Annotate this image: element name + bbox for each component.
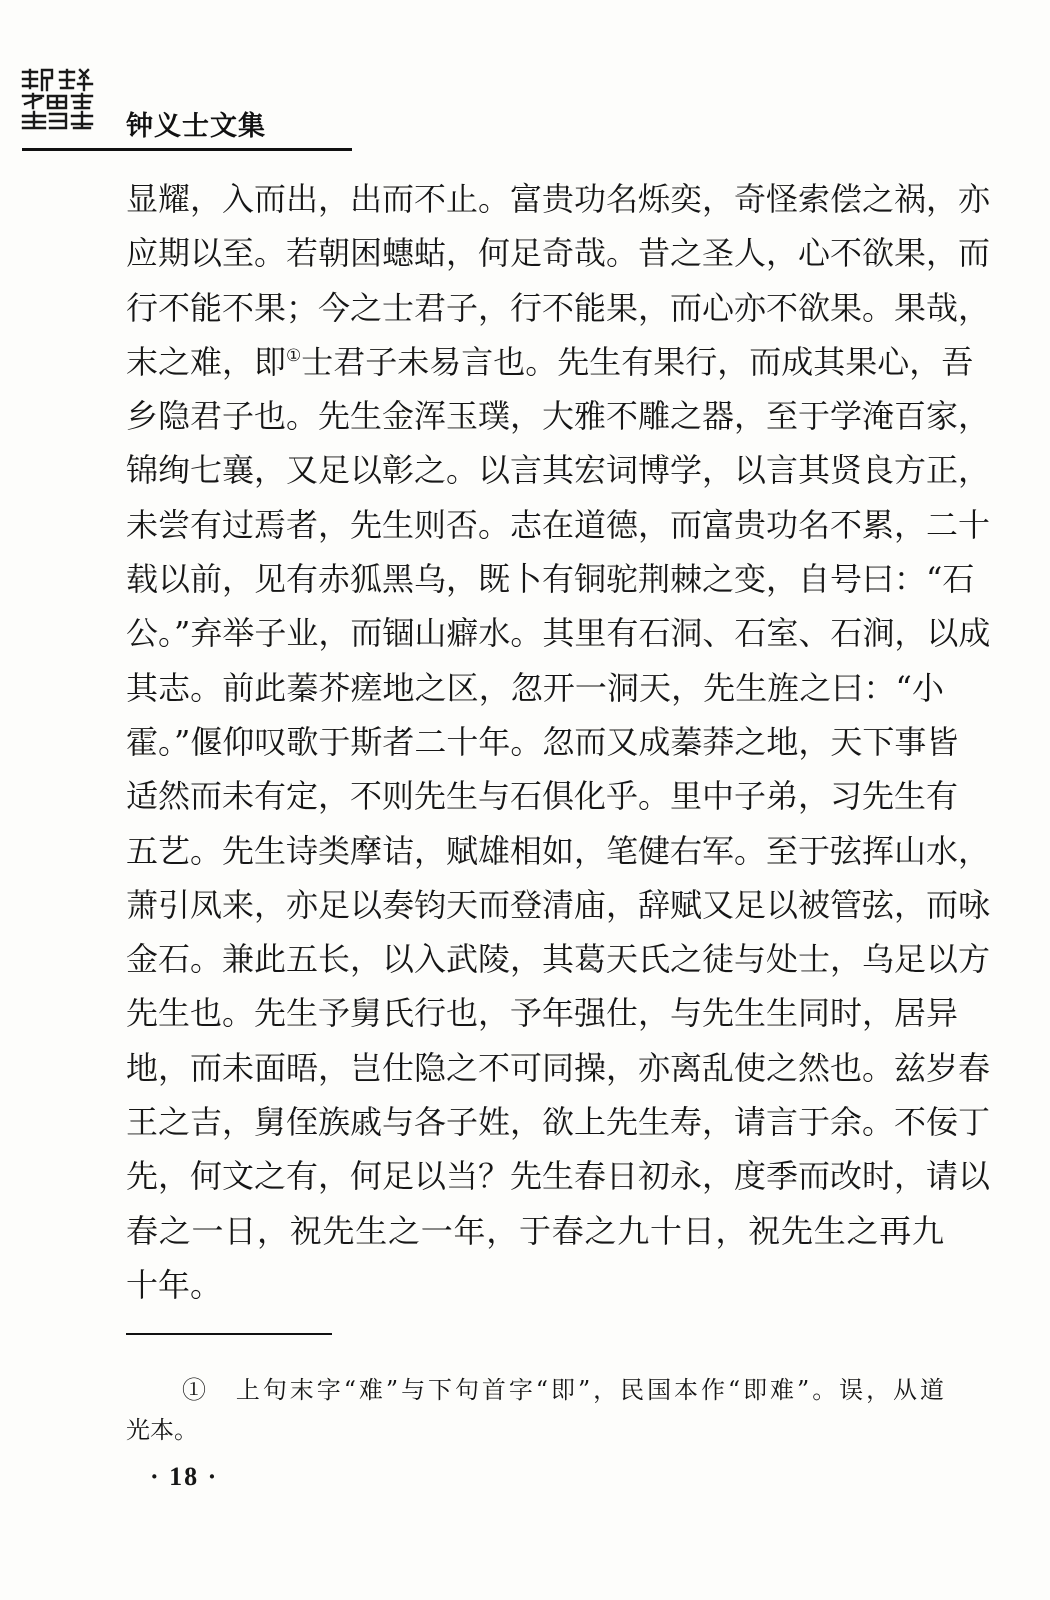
text-line-8: 载以前，见有赤狐黑乌，既卜有铜驼荆棘之变，自号曰：“石 [126, 560, 975, 599]
page-number: · 18 · [150, 1462, 219, 1491]
text-line-1: 显耀，入而出，出而不止。富贵功名烁奕，奇怪索偿之祸，亦 [126, 180, 991, 218]
text-line-14: 萧引凤来，亦足以奏钧天而登清庙，辞赋又足以被管弦，而咏 [126, 885, 991, 924]
text-line-6: 锦绚七襄，又足以彰之。以言其宏词博学，以言其贤良方正， [126, 451, 991, 490]
text-line-4-rest: 士君子未易言也。先生有果行，而成其果心，吾 [301, 342, 974, 381]
text-line-7: 未尝有过焉者，先生则否。志在道德，而富贵功名不累，二十 [126, 505, 991, 544]
text-line-19: 先，何文之有，何足以当？先生春日初永，度季而改时，请以 [126, 1157, 991, 1196]
text-line-3: 行不能不果；今之士君子，行不能果，而心亦不欲果。果哉， [126, 288, 991, 327]
text-line-20: 春之一日，祝先生之一年，于春之九十日，祝先生之再九 [126, 1211, 944, 1250]
body-text [126, 172, 991, 1312]
text-line-5: 乡隐君子也。先生金浑玉璞，大雅不雕之器，至于学淹百家， [126, 397, 991, 436]
text-line-11: 霍。”偃仰叹歌于斯者二十年。忽而又成蓁莽之地，天下事皆 [126, 722, 959, 761]
footnote-text-1: 上句末字“难”与下句首字“即”，民国本作“即难”。误，从道 [235, 1376, 945, 1404]
text-line-21: 十年。 [126, 1265, 223, 1304]
header-rule [22, 148, 352, 151]
footnote-marker: ① [182, 1376, 209, 1404]
footnote-rule [126, 1333, 332, 1335]
text-line-10: 其志。前此蓁芥瘥地之区，忽开一洞天，先生旌之曰：“小 [126, 668, 944, 707]
text-line-15: 金石。兼此五长，以入武陵，其葛天氏之徒与处士，乌足以方 [126, 940, 991, 979]
text-line-9: 公。”弃举子业，而锢山癖水。其里有石洞、石室、石涧，以成 [126, 614, 991, 653]
text-line-2: 应期以至。若朝困蟪蛄，何足奇哉。昔之圣人，心不欲果，而 [126, 234, 991, 273]
text-line-18: 王之吉，舅侄族戚与各子姓，欲上先生寿，请言于余。不佞丁 [126, 1103, 991, 1142]
footnote-line-1 [126, 1370, 944, 1410]
footnote-reference[interactable]: ① [286, 345, 302, 366]
footnote-line-2: 光本。 [126, 1416, 198, 1444]
text-line-17: 地，而未面晤，岂仕隐之不可同操，亦离乱使之然也。兹岁春 [126, 1048, 991, 1087]
running-title: 钟义士文集 [126, 111, 266, 142]
text-line-16: 先生也。先生予舅氏行也，予年强仕，与先生生同时，居异 [126, 994, 959, 1033]
seal-stamp-icon [20, 66, 98, 130]
text-line-4-start: 末之难，即 [126, 342, 287, 381]
text-line-13: 五艺。先生诗类摩诘，赋雄相如，笔健右军。至于弦挥山水， [126, 831, 991, 870]
footnote [126, 1370, 944, 1450]
text-line-4 [126, 335, 974, 389]
text-line-12: 适然而未有定，不则先生与石俱化乎。里中子弟，习先生有 [126, 777, 959, 816]
